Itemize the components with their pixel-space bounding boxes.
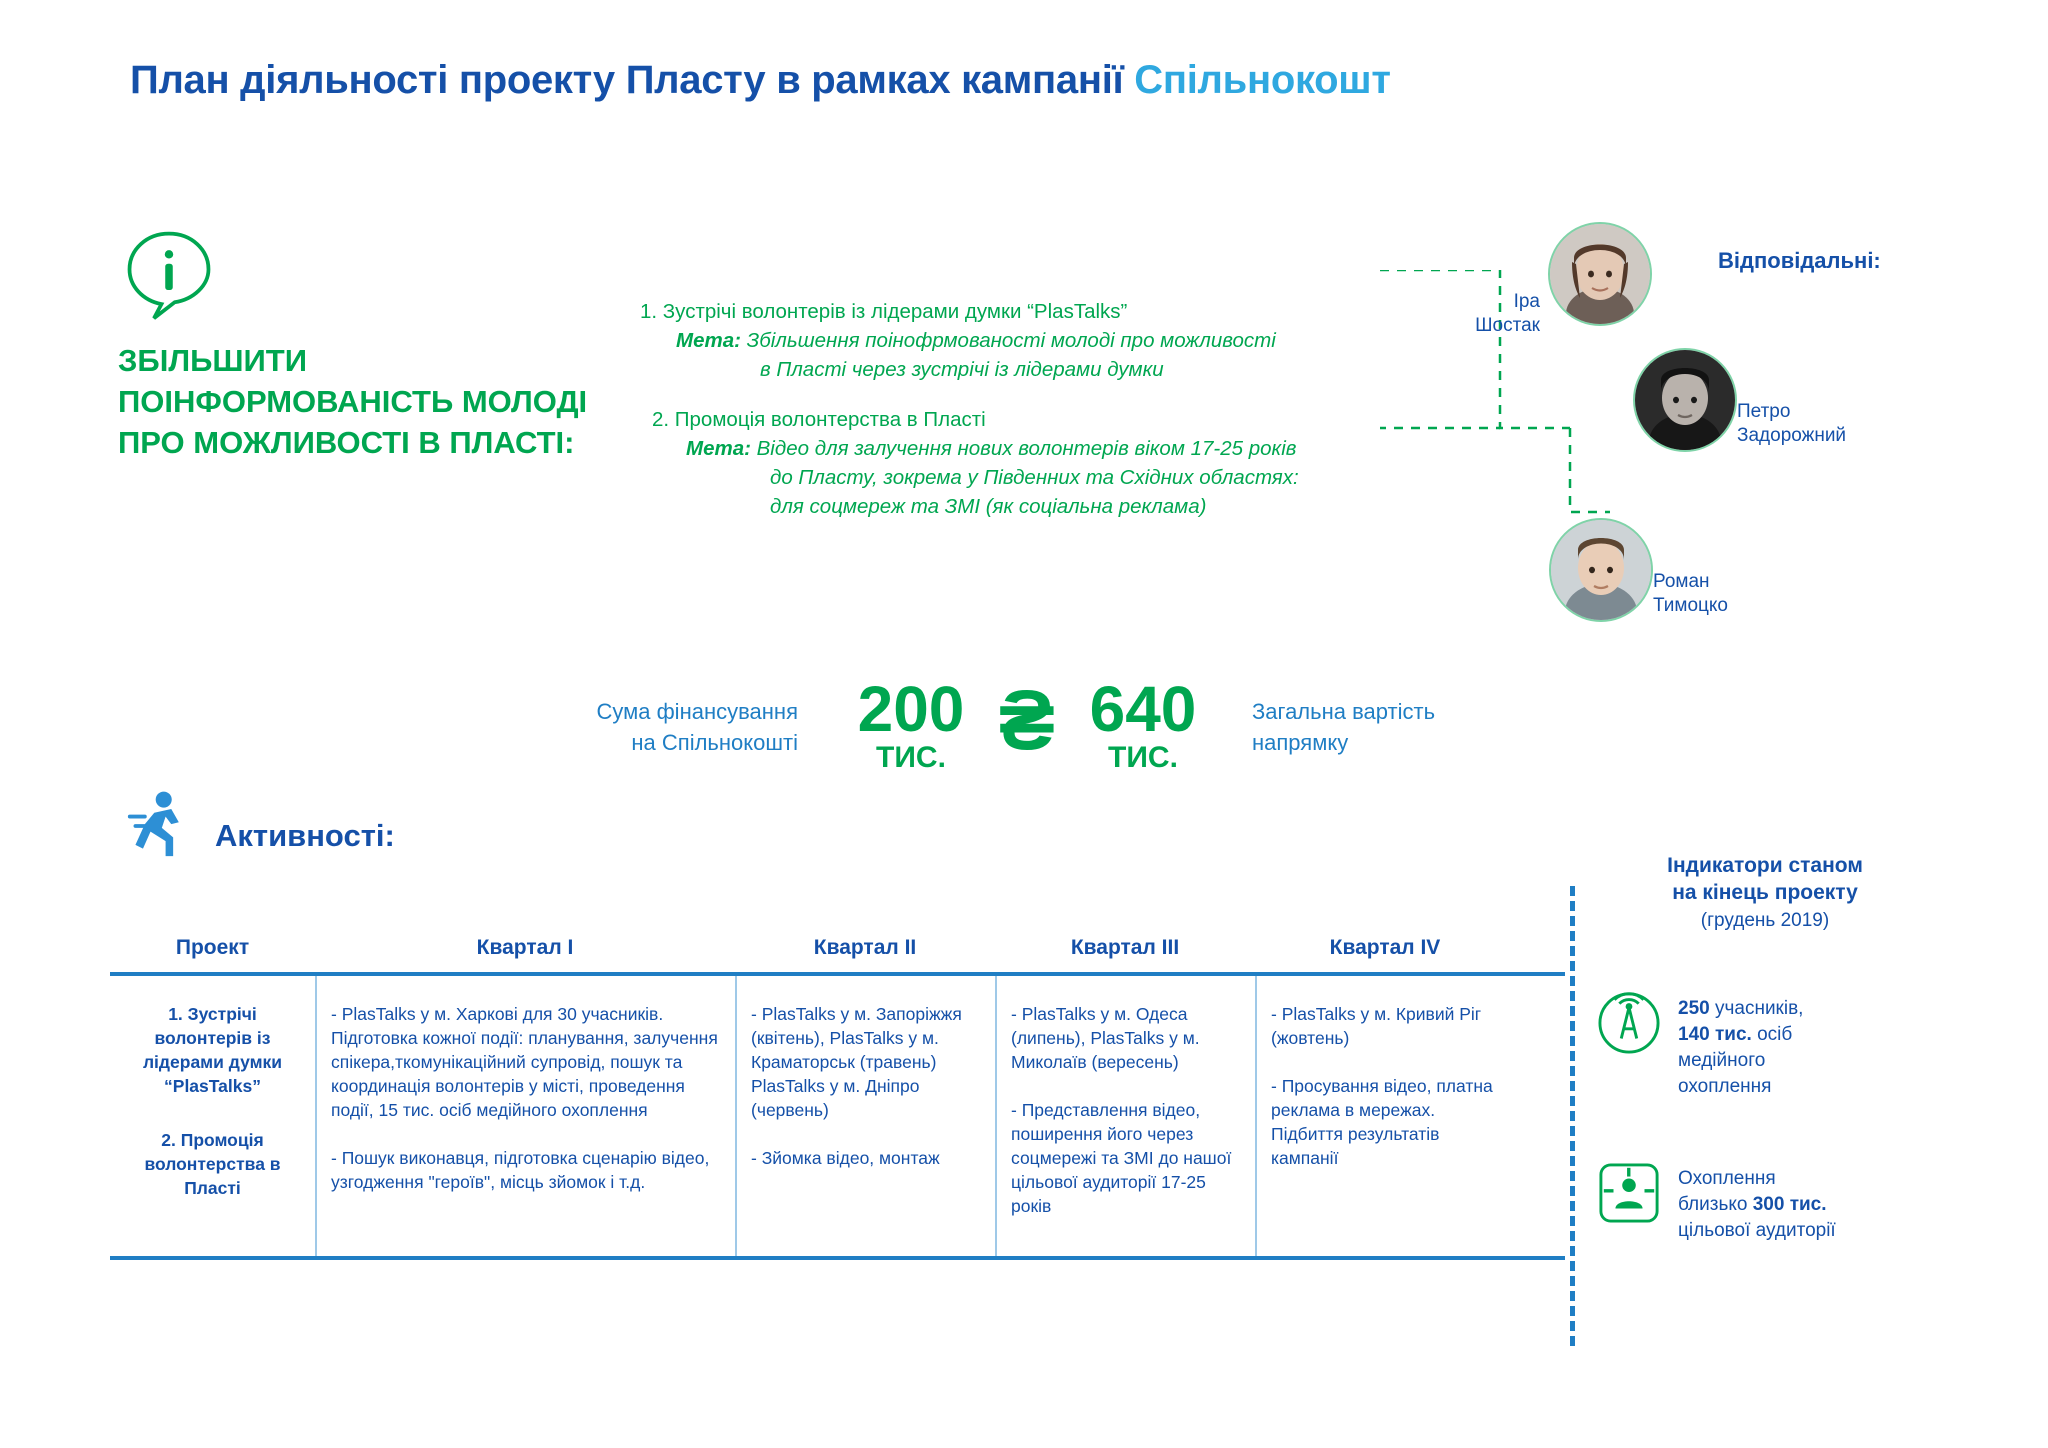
indicator-text-2: осіб [1751,1024,1793,1045]
table-row [110,976,1565,1260]
objectives-list [640,298,1470,543]
funding-left-label [548,696,798,758]
table-cell-project [110,976,315,1256]
table-header-q4: Квартал IV [1329,936,1441,959]
objective-meta-cont: в Пласті через зустрічі із лідерами думки [760,358,1164,381]
indicator-text-4: охоплення [1678,1076,1772,1097]
person-card [1475,222,1652,336]
funding-amount-left-number: 200 [857,673,965,745]
person-name-line1: Роман [1653,571,1710,592]
person-name-line2: Шостак [1475,315,1540,336]
funding-amount-left-unit: ТИС. [876,741,946,774]
page-title [130,58,1391,103]
person-name-line2: Задорожний [1737,425,1847,446]
project-item-2: 2. Промоція волонтерства в Пласті [144,1130,281,1198]
table-cell-q4 [1255,976,1515,1256]
goal-text: ЗБІЛЬШИТИ ПОІНФОРМОВАНІСТЬ МОЛОДІ ПРО МОЖЛИВОСТІ В ПЛАСТІ: [118,343,588,460]
indicator-text [1678,1162,1836,1244]
table-cell-q1 [315,976,735,1256]
objective-title: 1. Зустрічі волонтерів із лідерами думки “PlasTalks” [640,300,1128,323]
person-card [1549,518,1728,622]
broadcast-tower-icon [1598,992,1660,1054]
page-title-accent: Спільнокошт [1134,58,1391,102]
funding-amount-right [1068,673,1218,776]
table-header-q3: Квартал III [1070,936,1180,959]
info-icon [122,228,216,322]
objective-title: 2. Промоція волонтерства в Пласті [652,408,986,431]
person-name [1653,570,1803,618]
q2-item-2: - Зйомка відео, монтаж [751,1148,940,1168]
q2-item-1: - PlasTalks у м. Запоріжжя (квітень), PlasTalks у м. Краматорськ (травень) PlasTalks у м. Дніпро (червень) [751,1004,962,1120]
objective-meta [640,326,1470,384]
project-item-1: 1. Зустрічі волонтерів із лідерами думки “PlasTalks” [142,1004,283,1096]
objective-meta-cont: до Пласту, зокрема у Південних та Східних областях: [770,466,1299,489]
indicator-text-1: учасників, [1709,998,1804,1019]
activities-title: Активності: [215,818,395,853]
funding-left-line1: Сума фінансування [596,699,798,724]
objective-meta [640,434,1470,521]
q3-item-2: - Представлення відео, поширення його через соцмережі та ЗМІ до нашої цільової аудиторії 17-25 років [1011,1100,1232,1216]
indicators-heading-sub: (грудень 2019) [1700,910,1830,931]
indicator-text [1678,992,1803,1100]
person-name [1737,400,1887,448]
responsible-label: Відповідальні: [1718,248,1881,273]
objective-meta-text: Збільшення поінофрмованості молоді про можливості [740,329,1276,352]
indicators-heading [1600,852,1930,934]
hryvnia-icon: ₴ [998,673,1056,767]
funding-amount-left [836,673,986,776]
indicator-bold-2: 300 тис. [1752,1194,1827,1215]
avatar [1549,518,1653,622]
table-header-q2: Квартал II [813,936,917,959]
funding-left-line2: на Спільнокошті [631,730,798,755]
table-header-q1: Квартал I [476,936,574,959]
table-header-project: Проект [175,936,250,959]
objective-item [640,298,1470,384]
indicator-item [1598,992,1938,1100]
person-name-line1: Петро [1737,401,1791,422]
person-name [1436,290,1540,338]
indicator-text-2: близько [1678,1194,1753,1215]
table-cell-q3 [995,976,1255,1256]
objective-item [640,406,1470,521]
avatar [1548,222,1652,326]
running-person-icon [126,790,192,862]
funding-amount-right-number: 640 [1089,673,1197,745]
q1-item-1: - PlasTalks у м. Харкові для 30 учасників. Підготовка кожної події: планування, залучення спікера,ткомунікаційний супровід, пошук та координація волонтерів у місті, проведення події, 15 тис. осіб медійного охоплення [331,1004,718,1120]
funding-amount-right-unit: ТИС. [1108,741,1178,774]
q1-item-2: - Пошук виконавця, підготовка сценарію відео, узгодження "героїв", місць зйомок і т.д. [331,1148,710,1192]
objective-meta-cont2: для соцмереж та ЗМІ (як соціальна реклама) [770,495,1207,518]
q4-item-2: - Просування відео, платна реклама в мережах. Підбиття результатів кампанії [1271,1076,1493,1168]
funding-right-line1: Загальна вартість [1252,699,1436,724]
indicator-text-3: цільової аудиторії [1678,1220,1836,1241]
funding-right-line2: напрямку [1252,730,1349,755]
objective-meta-label: Мета: [676,329,741,352]
target-audience-icon [1598,1162,1660,1224]
objective-meta-label: Мета: [686,437,751,460]
avatar [1633,348,1737,452]
table-dashed-separator [1570,886,1575,1346]
q3-item-1: - PlasTalks у м. Одеса (липень), PlasTalks у м. Миколаїв (вересень) [1011,1004,1200,1072]
objective-meta-text: Відео для залучення нових волонтерів віком 17-25 років [750,437,1297,460]
person-name-line1: Іра [1513,291,1540,312]
table-cell-q2 [735,976,995,1256]
person-name-line2: Тимоцко [1653,595,1728,616]
indicator-item [1598,1162,1938,1244]
page-title-main: План діяльності проекту Пласту в рамках кампанії [130,58,1135,102]
indicator-text-3: медійного [1678,1050,1766,1071]
indicator-bold-1: 250 [1678,998,1710,1019]
indicator-text-1: Охоплення [1678,1168,1776,1189]
indicator-bold-2: 140 тис. [1678,1024,1752,1045]
indicators-heading-line2: на кінець проекту [1672,881,1858,904]
q4-item-1: - PlasTalks у м. Кривий Ріг (жовтень) [1271,1004,1482,1048]
funding-right-label [1252,696,1552,758]
person-card [1633,348,1847,452]
indicators-heading-line1: Індикатори станом [1667,854,1863,877]
